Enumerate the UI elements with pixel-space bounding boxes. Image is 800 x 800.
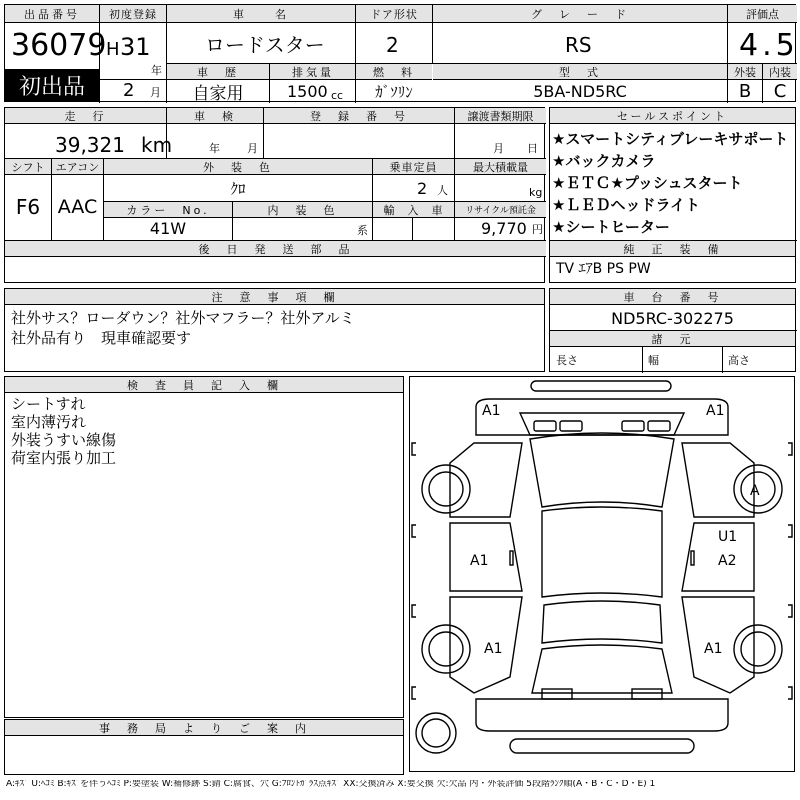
equip: TV ｴｱB PS PW <box>556 261 651 277</box>
ac-label: エアコン <box>52 159 103 175</box>
ext-grade-label: 外装 <box>728 64 762 80</box>
notes-block <box>4 288 545 372</box>
height-label: 高さ <box>728 354 750 367</box>
inspector-block <box>4 376 404 718</box>
later-parts-label: 後 日 発 送 部 品 <box>5 241 546 257</box>
fuel-label: 燃 料 <box>356 64 432 80</box>
damage-mark: A2 <box>718 553 737 569</box>
first-listing-badge: 初出品 <box>5 69 99 102</box>
car-outline-icon <box>410 377 794 771</box>
fuel: ｶﾞｿﾘﾝ <box>375 83 413 101</box>
color-no-label: カラー No. <box>104 202 232 218</box>
inspector-line: シートすれ <box>11 395 86 413</box>
reg-label: 初度登録 <box>100 5 166 23</box>
legend: A:ｷｽﾞ U:ﾍｺﾐ B:ｷｽﾞを伴うﾍｺﾐ P:要塗装 W:補修跡 S:錆 C:腐食、穴 G:ﾌﾛﾝﾄｶﾞﾗｽ点ｷｽﾞ XX:交換済み X:要交換 欠:欠品 内・外装評価 5段階ﾗﾝｸ順(A・B・C・D・E) 1 <box>6 780 656 789</box>
model: 5BA-ND5RC <box>533 82 627 101</box>
int-color-unit: 系 <box>357 224 368 237</box>
office-label: 事 務 局 よ り ご 案 内 <box>5 720 403 736</box>
transfer-day: 日 <box>527 142 538 155</box>
sales-points-block <box>549 107 796 283</box>
transfer-label: 譲渡書類期限 <box>455 108 546 124</box>
ext-color: ｸﾛ <box>230 179 246 198</box>
inspection-label: 車 検 <box>167 108 263 124</box>
details-block <box>4 107 545 283</box>
capacity: 2 <box>417 179 428 198</box>
ext-grade: B <box>738 81 752 102</box>
equip-label: 純 正 装 備 <box>550 241 795 257</box>
era: H <box>106 39 120 60</box>
inspector-line: 荷室内張り加工 <box>11 449 117 467</box>
width-label: 幅 <box>648 354 659 367</box>
lot-label: 出品番号 <box>5 5 99 23</box>
damage-mark: U1 <box>718 529 738 545</box>
capacity-label: 乗車定員 <box>373 159 454 175</box>
door-label: ドア形状 <box>356 5 432 23</box>
insp-month-unit: 月 <box>247 142 258 155</box>
insp-year-unit: 年 <box>209 142 220 155</box>
reg-number-label: 登 録 番 号 <box>264 108 454 124</box>
sales-label: セールスポイント <box>550 108 795 124</box>
lot-number: 36079 <box>11 28 107 63</box>
mileage-unit: km <box>141 133 173 157</box>
damage-mark: A1 <box>470 553 489 569</box>
int-color-label: 内 装 色 <box>233 202 372 218</box>
damage-mark: A1 <box>706 403 725 419</box>
shift: F6 <box>15 195 41 219</box>
dims-label: 諸 元 <box>550 331 795 347</box>
sales-item: ★スマートシティブレーキサポート <box>552 130 789 148</box>
history: 自家用 <box>192 84 244 104</box>
transfer-month: 月 <box>493 142 504 155</box>
header-block <box>4 4 799 104</box>
int-grade: C <box>773 81 787 102</box>
displacement-unit: cc <box>331 89 344 102</box>
ac: AAC <box>57 196 98 218</box>
inspector-line: 外装うすい線傷 <box>11 431 117 449</box>
chassis-label: 車 台 番 号 <box>550 289 795 305</box>
damage-mark: A1 <box>704 641 723 657</box>
ext-color-label: 外 装 色 <box>104 159 372 175</box>
color-no: 41W <box>149 219 187 238</box>
grade: RS <box>565 33 592 57</box>
score-label: 評価点 <box>728 5 797 23</box>
notes-line: 社外品有り 現車確認要す <box>11 329 192 347</box>
score: 4.5 <box>739 28 799 63</box>
recycle-unit: 円 <box>532 223 543 236</box>
notes-line: 社外サス？ローダウン？社外マフラー？社外アルミ <box>11 309 355 327</box>
damage-mark: A1 <box>482 403 501 419</box>
displacement: 1500 <box>287 82 328 101</box>
car-name: ロードスター <box>205 33 325 57</box>
damage-mark: A1 <box>484 641 503 657</box>
sales-item: ★ＥＴＣ★プッシュスタート <box>552 174 743 192</box>
car-damage-diagram <box>409 376 795 772</box>
recycle-label: リサイクル預託金 <box>455 202 546 218</box>
sales-item: ★バックカメラ <box>552 152 656 170</box>
int-grade-label: 内装 <box>763 64 797 80</box>
history-label: 車 歴 <box>167 64 269 80</box>
length-label: 長さ <box>556 354 578 367</box>
sales-item: ★シートヒーター <box>552 218 670 236</box>
load-label: 最大積載量 <box>455 159 546 175</box>
recycle: 9,770 <box>481 219 527 238</box>
inspector-label: 検 査 員 記 入 欄 <box>5 377 403 393</box>
displacement-label: 排気量 <box>270 64 356 80</box>
doors: 2 <box>386 33 399 57</box>
year-unit: 年 <box>151 64 162 77</box>
name-label: 車 名 <box>167 5 355 23</box>
reg-month: 2 <box>123 80 135 101</box>
office-block <box>4 719 404 775</box>
month-unit: 月 <box>150 86 161 99</box>
inspector-line: 室内薄汚れ <box>11 413 87 431</box>
model-label: 型 式 <box>433 64 727 80</box>
mileage-label: 走 行 <box>5 108 166 124</box>
sales-item: ★ＬＥＤヘッドライト <box>552 196 700 214</box>
load-unit: kg <box>529 186 543 199</box>
chassis-block <box>549 288 796 372</box>
capacity-unit: 人 <box>437 184 448 197</box>
chassis-number: ND5RC-302275 <box>611 308 734 328</box>
grade-label: グ レ ー ド <box>433 5 727 23</box>
damage-mark: A <box>750 483 760 499</box>
notes-label: 注 意 事 項 欄 <box>5 289 544 305</box>
shift-label: シフト <box>5 159 51 175</box>
reg-year: 31 <box>120 33 151 61</box>
mileage: 39,321 <box>55 133 125 157</box>
import-label: 輸 入 車 <box>373 202 454 218</box>
